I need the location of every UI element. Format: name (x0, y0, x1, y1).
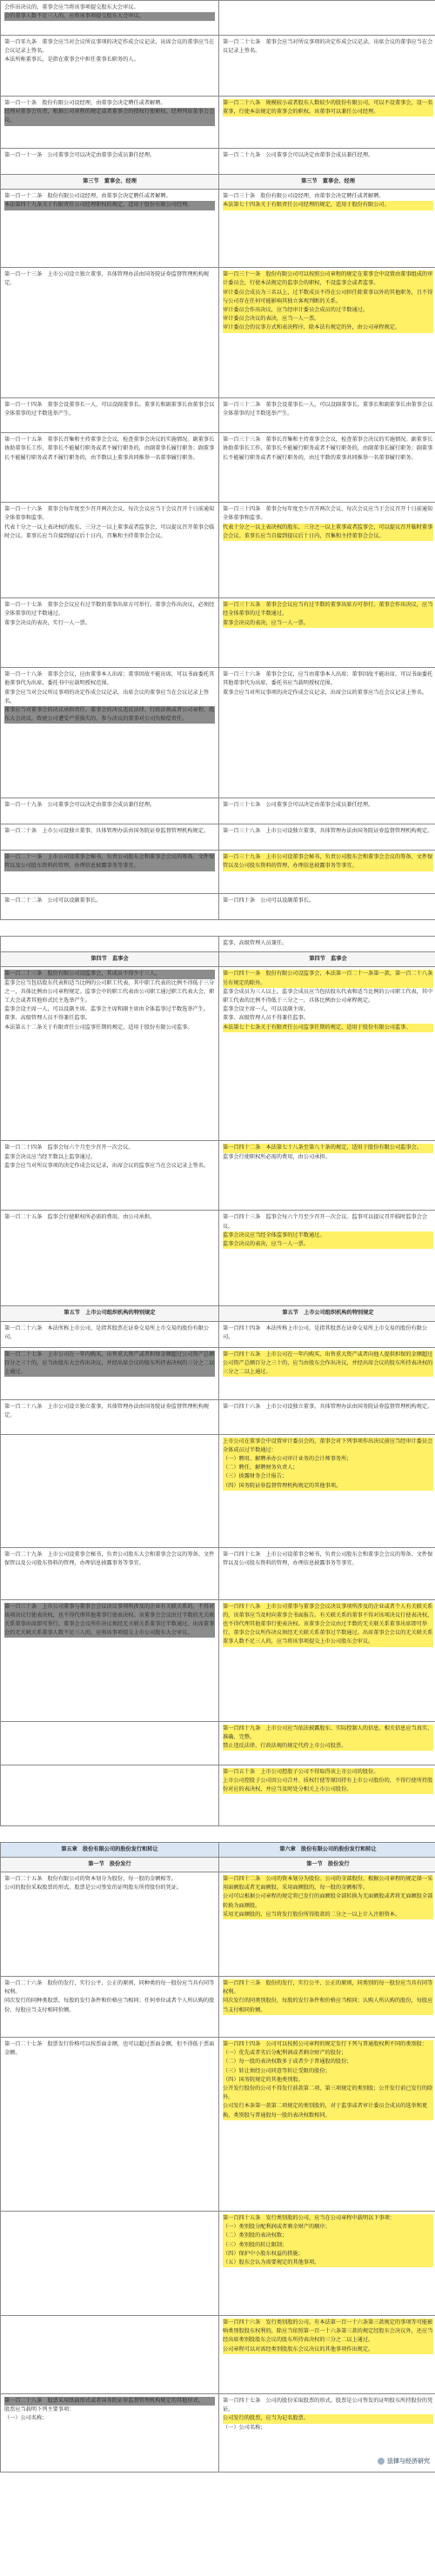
clause-text: 监事、高级管理人员兼任。 (223, 940, 288, 947)
clause-text: 第一百一十八条 董事会会议，应由董事本人出席；董事因故不能出席，可以书面委托其他董事代为出席，委托书中应载明授权范围。 (4, 671, 215, 687)
clause-text: 第一百二十五条 监事会行使职权所必需的费用，由公司承担。 (4, 1214, 156, 1221)
clause-text: （四）国务院规定的其他类别股。 (223, 2076, 433, 2085)
clause-text: 第一百一十二条 股份有限公司设经理，由董事会决定聘任或者解聘。 (4, 193, 171, 200)
clause-text: 经理对董事会负责，根据公司章程的规定或者董事会的授权行使职权。经理列席董事会会议。 (4, 108, 215, 125)
old-law-cell (1, 668, 219, 798)
table-row (1, 503, 435, 598)
clause-text: 公司的股份采取股票的形式。股票是公司签发的证明股东所持股份的凭证。 (4, 1885, 183, 1892)
table-row (1, 97, 435, 149)
clause-text: 第一百三十条 上市公司董事与董事会会议决议事项所涉及的企业有关联关系的，不得对该项决议行使表决权，也不得代理其他董事行使表决权。该董事会会议由过半数的无关联关系董事出席即可举行，董事会会议所作决议须经无关联关系董事过半数通过。出席董事会的无关联关系董事人数不足三人的，应将该事项提交上市公司股东大会审议。 (4, 1603, 215, 1638)
clause-text: 第一百一十四条 董事会设董事长一人，可以设副董事长。董事长和副董事长由董事会以全体董事的过半数选举产生。 (4, 402, 215, 417)
clause-text: （四）保护中小股东权益的措施； (223, 2250, 433, 2259)
clause-text: （二）聘任、解聘财务负责人； (223, 1464, 433, 1472)
clause-text: 本法所称董事长，是指在董事会中担任董事长职务的人。 (4, 57, 139, 63)
clause-text: 会作出决议的，董事会应当将该事项提交股东大会审议。 (4, 4, 139, 10)
clause-text: 第一百四十三条 监事会每六个月至少召开一次会议。监事可以提议召开临时监事会会议。 (223, 1214, 428, 1230)
table-row (1, 1872, 435, 1977)
table-row (1, 1765, 435, 1825)
new-law-cell (219, 1347, 435, 1399)
new-law-cell (219, 1721, 435, 1765)
old-law-cell (1, 503, 219, 598)
clause-text: 监事会应当包括股东代表和适当比例的公司职工代表，其中职工代表的比例不得低于三分之一，具体比例由公司章程规定。监事会中的职工代表由公司职工通过职工代表大会、职工大会或者其他形式民主选举产生。 (4, 979, 215, 1004)
new-law-cell (219, 952, 435, 967)
old-law-cell (1, 937, 219, 952)
new-law-cell (219, 2316, 435, 2394)
new-law-cell (219, 2038, 435, 2212)
clause-text: 第一百四十六条 上市公司设独立董事，具体管理办法由国务院证券监督管理机构规定。 (223, 1403, 433, 1410)
section-heading: 第五节 上市公司组织机构的特别规定 (64, 1310, 156, 1317)
clause-text: 上市公司在董事会中设置审计委员会的，董事会对下列事项作出决议前应当经审计委员会全体成员过半数通过： (223, 1438, 433, 1455)
clause-text: （三）转让须经公司同意等转让受限的股份； (223, 2067, 433, 2076)
old-law-cell (1, 268, 219, 398)
clause-text: （二）类别股的表决权数； (223, 2232, 433, 2240)
clause-text: 第一百四十六条 发行类别股的公司，有本法第一百一十六条第三款规定的事项等可能影响类别股股东权利的，除应当依照第一百一十六条第三款的规定经股东会决议外，还应当经出席类别股股东会议的股东所持表决权的三分之二以上通过。 (223, 2319, 433, 2346)
clause-text: 同次发行的同类别股份，每股的发行条件和价格应当相同；认购人所认购的股份，每股应当支付相同价额。 (223, 1997, 433, 2014)
table-row (1, 1141, 435, 1211)
clause-text: 公司可以根据公司章程的规定将已发行的面额股全部转换为无面额股或者将无面额股全部转换为面额股。 (223, 1892, 433, 1910)
clause-text: 本法第四十九条关于有限责任公司经理职权的规定，适用于股份有限公司经理。 (4, 201, 215, 210)
clause-text: 第一百四十五条 发行类别股的公司，应当在公司章程中载明以下事项： (223, 2214, 433, 2223)
old-law-cell (1, 851, 219, 894)
table-row (1, 268, 435, 398)
new-law-cell (219, 268, 435, 398)
new-law-cell (219, 1211, 435, 1306)
clause-text: 第一百二十七条 董事会应当对所议事项的决定作成会议记录，出席会议的董事应当在会议记录上签名。 (223, 39, 433, 55)
clause-text: 第一百一十九条 公司董事会可以决定由董事会成员兼任经理。 (4, 802, 156, 809)
clause-text: 监事会行使职权所必需的费用，由公司承担。 (223, 1153, 331, 1160)
old-law-cell (1, 894, 219, 920)
table-row (1, 1721, 435, 1765)
clause-text: 第一百二十九条 上市公司设董事会秘书，负责公司股东大会和董事会会议的筹备、文件保管以及公司股东资料的管理，办理信息披露事务等事宜。 (4, 1551, 215, 1566)
old-law-cell (1, 1141, 219, 1211)
new-law-cell (219, 798, 435, 824)
table-row (1, 798, 435, 824)
table-row (1, 1, 435, 36)
table-row (1, 1977, 435, 2038)
clause-text: 第一百五十条 上市公司控股子公司不得取得该上市公司的股份。 (223, 1768, 433, 1777)
clause-text: 本法第七十七条关于有限责任公司监事任期的规定，适用于股份有限公司监事。 (223, 1024, 433, 1032)
section-heading: 第四节 监事会 (309, 956, 347, 963)
new-law-cell (219, 398, 435, 433)
old-law-cell (1, 2212, 219, 2316)
new-law-cell (219, 851, 435, 894)
clause-text: 第一百二十七条 股票发行价格可以按票面金额，也可以超过票面金额，但不得低于票面金额。 (4, 2041, 215, 2057)
clause-text: 审计委员会成员为三名以上，过半数成员不得在公司担任除董事以外的其他职务，且不得与公司存在任何可能影响其独立客观判断的关系。 (223, 289, 433, 306)
table-row (1, 175, 435, 190)
clause-text: 第一百四十八条 上市公司董事与董事会会议决议事项所涉及的企业或者个人有关联关系的，该董事应当及时向董事会书面报告。有关联关系的董事不得对该项决议行使表决权，也不得代理其他董事行使表决权。该董事会会议由过半数的无关联关系董事出席即可举行，董事会会议所作决议须经无关联关系董事过半数通过。出席董事会会议的无关联关系董事人数不足三人的，应当将该事项提交上市公司股东会审议。 (223, 1603, 433, 1647)
clause-text: 监事会设主席一人，可以设副主席。监事会主席和副主席由全体监事过半数选举产生。 (4, 1006, 210, 1013)
clause-text: 董事应当对董事会的决议承担责任。董事会的决议违反法律、行政法规或者公司章程、股东大会决议，致使公司遭受严重损失的，参与决议的董事对公司负赔偿责任。 (4, 706, 215, 724)
clause-text: 第一百四十三条 股份的发行，实行公平、公正的原则，同类别的每一股份应当具有同等权利。 (223, 1979, 433, 1997)
clause-text: 第一百一十三条 上市公司设立独立董事，具体管理办法由国务院证券监督管理机构规定。 (4, 271, 210, 287)
section-heading: 第五章 股份有限公司的股份发行和转让 (61, 1845, 158, 1852)
clause-text: 第一百二十九条 公司董事会可以决定由董事会成员兼任经理。 (223, 152, 374, 158)
table-row (1, 2316, 435, 2394)
clause-text: 第一百三十三条 董事长召集和主持董事会会议，检查董事会决议的实施情况。副董事长协助董事长工作，董事长不能履行职务或者不履行职务的，由副董事长履行职务；副董事长不能履行职务或者不履行职务的，由过半数的董事共同推举一名董事履行职务。 (223, 437, 433, 461)
table-row (1, 433, 435, 503)
wechat-icon (378, 2458, 385, 2465)
old-law-cell (1, 1872, 219, 1977)
table-row (1, 1434, 435, 1547)
new-law-cell (219, 36, 435, 97)
clause-text: 同次发行的同种类股票，每股的发行条件和价格应当相同；任何单位或者个人所认购的股份，每股应当支付相同价额。 (4, 1998, 215, 2013)
old-law-cell (1, 1599, 219, 1721)
old-law-cell (1, 1547, 219, 1599)
new-law-cell (219, 175, 435, 190)
table-row (1, 668, 435, 798)
clause-text: 第一百三十五条 董事会会议应当有过半数的董事出席方可举行。董事会作出决议，应当经全体董事的过半数通过。 (223, 601, 433, 618)
old-law-cell (1, 1977, 219, 2038)
old-law-cell (1, 1, 219, 36)
watermark (378, 2457, 430, 2466)
old-law-cell (1, 1347, 219, 1399)
clause-text: 第一百四十二条 公司的资本划分为股份。公司的全部股份，根据公司章程的规定择一采用面额股或者无面额股。采用面额股的，每一股的金额相等。 (223, 1875, 433, 1892)
table-row (1, 2394, 435, 2473)
clause-text: 审计委员会决议的表决，应当一人一票。 (223, 315, 433, 324)
clause-text: 第一百三十八条 上市公司设独立董事，具体管理办法由国务院证券监督管理机构规定。 (223, 828, 433, 835)
section-heading: 第三节 董事会、经理 (301, 178, 355, 184)
old-law-cell (1, 1211, 219, 1306)
new-law-cell (219, 1434, 435, 1547)
clause-text: （一）聘用、解聘承办公司审计业务的会计师事务所； (223, 1455, 433, 1464)
table-row (1, 2212, 435, 2316)
clause-text: 第一百二十条 上市公司设独立董事，具体管理办法由国务院证券监督管理机构规定。 (4, 828, 210, 835)
clause-text: 监事会应当对所议事项的决定作成会议记录，出席会议的监事应当在会议记录上签名。 (4, 1162, 210, 1169)
clause-text: 监事会决议应当经全体监事的过半数通过。 (223, 1231, 433, 1240)
clause-text: 公司章程可以对需经类别股股东会议决议的其他事项作出规定。 (223, 2346, 433, 2354)
clause-text: 公开发行股份的公司不得发行前款第二项、第三项规定的类别股；公开发行前已发行的除外。 (223, 2085, 433, 2102)
old-law-cell (1, 798, 219, 824)
new-law-cell (219, 824, 435, 851)
clause-text: 第一百四十一条 股份有限公司设监事会，本法第一百二十一条第一款、第一百二十八条另有规定的除外。 (223, 970, 433, 987)
new-law-cell (219, 1765, 435, 1825)
clause-text: 第一百一十五条 董事长召集和主持董事会会议，检查董事会决议的实施情况。副董事长协助董事长工作，董事长不能履行职务或者不履行职务的，由副董事长履行职务；副董事长不能履行职务或者不履行职务的，由半数以上董事共同推举一名董事履行职务。 (4, 437, 215, 461)
clause-text: 审计委员会作出决议，应当经审计委员会成员的过半数通过。 (223, 306, 433, 315)
clause-text: 第一百二十八条 股票采用纸面形式或者国务院证券监督管理机构规定的其他形式。 (4, 2397, 215, 2406)
clause-text: （二）每一股的表决权数多于或者少于普通股的股份； (223, 2058, 433, 2066)
new-law-cell (219, 1141, 435, 1211)
old-law-cell (1, 824, 219, 851)
clause-text: 董事会应当对所议事项的决定作成会议记录，出席会议的董事应当在会议记录上签名。 (223, 689, 428, 696)
old-law-cell (1, 1434, 219, 1547)
table-row (1, 1399, 435, 1434)
clause-text: 代表十分之一以上表决权的股东、三分之一以上董事或者监事会，可以提议召开董事会临时会议。董事长应当自接到提议后十日内，召集和主持董事会会议。 (4, 524, 215, 539)
clause-text: 第一百三十六条 董事会会议，应当由董事本人出席；董事因故不能出席，可以书面委托其他董事代为出席，委托书应当载明授权范围。 (223, 671, 433, 687)
clause-text: 第一百一十一条 公司董事会可以决定由董事会成员兼任经理。 (4, 152, 156, 158)
clause-text: 第一百四十二条 本法第七十八条至第八十条的规定，适用于股份有限公司监事会。 (223, 1144, 433, 1152)
clause-text: 第一百三十四条 董事会每年度至少召开两次会议，每次会议应当于会议召开十日前通知全体董事和监事。 (223, 506, 433, 522)
old-law-cell (1, 433, 219, 503)
clause-text: 本法第五十二条关于有限责任公司监事任期的规定，适用于股份有限公司监事。 (4, 1024, 193, 1031)
table-row (1, 952, 435, 967)
section-heading: 第五节 上市公司组织机构的特别规定 (282, 1310, 374, 1317)
clause-text: （一）公司名称； (4, 2415, 48, 2422)
old-law-cell (1, 1857, 219, 1872)
clause-text: 第一百三十条 股份有限公司设经理，由董事会决定聘任或者解聘。 (223, 193, 385, 200)
new-law-cell (219, 190, 435, 268)
new-law-cell (219, 1857, 435, 1872)
clause-text: 公司发行的股票，应当为记名股票。 (223, 2414, 433, 2423)
table-row (1, 190, 435, 268)
clause-text: 监事会决议应当经半数以上监事通过。 (4, 1153, 97, 1160)
old-law-cell (1, 97, 219, 149)
clause-text: 第一百四十五条 上市公司在一年内购买、出售重大资产或者向他人提供担保的金额超过公司资产总额百分之三十的，应当由股东会作出决议，并经出席会议的股东所持表决权的三分之二以上通过。 (223, 1351, 433, 1378)
new-law-cell (219, 149, 435, 175)
clause-text: 第一百二十八条 规模较小或者股东人数较少的股份有限公司，可以不设董事会，设一名董事，行使本法规定的董事会的职权。该董事可以兼任公司经理。 (223, 99, 433, 117)
clause-text: 第一百四十七条 公司的股份采取股票的形式。股票是公司签发的证明股东所持股份的凭证。 (223, 2398, 433, 2413)
new-law-cell (219, 668, 435, 798)
clause-text: （一）类别股分配利润或者剩余财产的顺序； (223, 2223, 433, 2232)
new-law-cell (219, 1399, 435, 1434)
new-law-cell (219, 503, 435, 598)
clause-text: 股票应当载明下列主要事项： (4, 2406, 75, 2413)
table-row (1, 2038, 435, 2212)
new-law-cell (219, 894, 435, 920)
new-law-cell (219, 433, 435, 503)
old-law-cell (1, 398, 219, 433)
clause-text: 董事会应当对会议所议事项的决定作成会议记录，出席会议的董事应当在会议记录上签名。 (4, 689, 210, 704)
clause-text: （四）国务院证券监督管理机构规定的其他事项。 (223, 1482, 433, 1491)
clause-text: （一）优先或者劣后分配利润或者剩余财产的股份； (223, 2049, 433, 2058)
new-law-cell (219, 937, 435, 952)
clause-text: 第一百四十条 公司可以设副董事长。 (223, 898, 315, 904)
table-row (1, 1842, 435, 1857)
old-law-cell (1, 598, 219, 668)
table-row (1, 937, 435, 952)
clause-text: 监事会成员为三人以上。监事会成员应当包括股东代表和适当比例的公司职工代表，其中职工代表的比例不得低于三分之一，具体比例由公司章程规定。 (223, 988, 433, 1004)
old-law-cell (1, 1399, 219, 1434)
clause-text: （三）披露财务会计报告； (223, 1472, 433, 1481)
old-law-cell (1, 190, 219, 268)
table-row (1, 398, 435, 433)
clause-text: 第一百三十一条 股份有限公司可以按照公司章程的规定在董事会中设置由董事组成的审计委员会，行使本法规定的监事会的职权，不设监事会或者监事。 (223, 270, 433, 288)
table-row (1, 1857, 435, 1872)
new-law-cell (219, 1842, 435, 1857)
old-law-cell (1, 2394, 219, 2473)
clause-text: 第一百三十七条 公司董事会可以决定由董事会成员兼任经理。 (223, 802, 374, 809)
table-row (1, 1321, 435, 1347)
clause-text: 监事会设主席一人，可以设副主席。 (223, 1006, 309, 1013)
table-row (1, 1211, 435, 1306)
clause-text: 第一百四十七条 上市公司设董事会秘书，负责公司股东会和董事会会议的筹备、文件保管以及公司股东资料的管理，办理信息披露事务等事宜。 (223, 1551, 433, 1566)
clause-text: 禁止违反法律、行政法规的规定代持上市公司股票。 (223, 1742, 433, 1751)
new-law-cell (219, 967, 435, 1141)
section-gap (0, 920, 435, 936)
clause-text: （五）股东会认为需要规定的其他事项。 (223, 2259, 433, 2267)
clause-text: 第一百二十六条 股份的发行，实行公平、公正的原则，同种类的每一股份应当具有同等权利。 (4, 1980, 215, 1996)
clause-text: 第一百二十二条 公司可以设副董事长。 (4, 898, 102, 904)
clause-text: 监事会决议的表决，应当一人一票。 (223, 1240, 433, 1249)
new-law-cell (219, 97, 435, 149)
clause-text: 第一百一十六条 董事会每年度至少召开两次会议，每次会议应当于会议召开十日前通知全体董事和监事。 (4, 506, 215, 522)
table-row (1, 1347, 435, 1399)
new-law-cell (219, 1321, 435, 1347)
new-law-cell (219, 1977, 435, 2038)
clause-text: 董事、高级管理人员不得兼任监事。 (223, 1015, 309, 1022)
new-law-cell (219, 598, 435, 668)
clause-text: 上市公司控股子公司因公司合并、质权行使等原因持有上市公司股份的，不得行使所持股份对应的表决权，并应当及时处分相关上市公司股份。 (223, 1777, 433, 1794)
clause-text: 第一百二十四条 监事会每六个月至少召开一次会议。 (4, 1145, 134, 1151)
table-row (1, 598, 435, 668)
clause-text: 第一百四十四条 本法所称上市公司，是指其股票在证券交易所上市交易的股份有限公司。 (223, 1325, 428, 1340)
clause-text: 第一百一十七条 董事会会议应有过半数的董事出席方可举行。董事会作出决议，必须经全体董事的过半数通过。 (4, 602, 215, 617)
clause-text: 第一百四十四条 公司可以按照公司章程的规定发行下列与普通股权利不同的类别股： (223, 2040, 433, 2049)
old-law-cell (1, 175, 219, 190)
old-law-cell (1, 1842, 219, 1857)
old-law-cell (1, 1321, 219, 1347)
new-law-cell (219, 1599, 435, 1721)
old-law-cell (1, 36, 219, 97)
table-row (1, 36, 435, 97)
comparison-table-1 (0, 0, 435, 920)
table-row (1, 1547, 435, 1599)
clause-text: 董事会决议的表决，实行一人一票。 (4, 619, 90, 626)
old-law-cell (1, 1765, 219, 1825)
section-heading: 第四节 监事会 (90, 956, 129, 963)
comparison-table-3 (0, 1842, 435, 2473)
clause-text: 董事、高级管理人员不得兼任监事。 (4, 1015, 90, 1022)
section-heading: 第三节 董事会、经理 (83, 178, 137, 184)
clause-text: 第一百零九条 董事会应当对会议所议事项的决定作成会议记录，出席会议的董事应当在会议记录上签名。 (4, 39, 215, 55)
old-law-cell (1, 2038, 219, 2212)
clause-text: （一）公司名称； (223, 2424, 266, 2431)
new-law-cell (219, 1872, 435, 1977)
table-row (1, 1599, 435, 1721)
comparison-table-2 (0, 936, 435, 1825)
clause-text: 本法第七十四条关于有限责任公司经理的规定，适用于股份有限公司。 (223, 201, 433, 210)
new-law-cell (219, 1306, 435, 1321)
old-law-cell (1, 1721, 219, 1765)
clause-text: 第一百四十九条 上市公司应当依法披露股东、实际控制人的信息，相关信息应当真实、准确、完整。 (223, 1725, 433, 1742)
clause-text: 第一百三十二条 董事会设董事长一人，可以设副董事长。董事长和副董事长由董事会以全体董事的过半数选举产生。 (223, 402, 433, 417)
section-gap (0, 1826, 435, 1842)
clause-text: 第一百二十八条 上市公司设立独立董事，具体管理办法由国务院证券监督管理机构规定。 (4, 1403, 210, 1418)
clause-text: 董事会决议的表决，应当一人一票。 (223, 619, 433, 628)
clause-text: 会的董事人数不足三人的，应将该事项提交股东大会审议。 (4, 12, 215, 21)
clause-text: 第一百一十条 股份有限公司设经理，由董事会决定聘任或者解聘。 (4, 100, 166, 106)
new-law-cell (219, 2212, 435, 2316)
clause-text: 代表十分之一以上表决权的股东、三分之一以上董事或者监事会，可以提议召开临时董事会会议。董事长应当自接到提议后十日内，召集和主持董事会会议。 (223, 524, 433, 541)
clause-text: （三）类别股的转让限制； (223, 2241, 433, 2250)
table-row (1, 824, 435, 851)
clause-text: 第一百二十六条 本法所称上市公司，是指其股票在证券交易所上市交易的股份有限公司。 (4, 1325, 210, 1340)
clause-text: 审计委员会的议事方式和表决程序，除本法有规定的外，由公司章程规定。 (223, 324, 433, 332)
table-row (1, 1306, 435, 1321)
clause-text: 第一百三十九条 上市公司设董事会秘书，负责公司股东会和董事会会议的筹备、文件保管以及公司股东资料的管理，办理信息披露事务等事宜。 (223, 853, 433, 871)
old-law-cell (1, 149, 219, 175)
section-heading: 第一节 股份发行 (88, 1860, 131, 1867)
section-heading: 第一节 股份发行 (306, 1860, 350, 1867)
old-law-cell (1, 967, 219, 1141)
old-law-cell (1, 2316, 219, 2394)
watermark-text: 法律与经济研究 (387, 2458, 430, 2466)
old-law-cell (1, 1306, 219, 1321)
table-row (1, 149, 435, 175)
table-row (1, 967, 435, 1141)
clause-text: 第一百二十一条 上市公司设董事会秘书，负责公司股东会和董事会会议的筹备、文件保管以及公司股东资料的管理，办理信息披露事务等事宜。 (4, 853, 215, 871)
table-row (1, 851, 435, 894)
section-heading: 第六章 股份有限公司的股份发行和转让 (279, 1845, 377, 1852)
clause-text: 公司发行本条第一款第二项规定的类别股的，对于监事或者审计委员会成员的选举和更换，类别股与普通股每一股的表决权数相同。 (223, 2102, 433, 2119)
clause-text: 采用无面额股的，应当将发行股份所得股款的二分之一以上计入注册资本。 (223, 1911, 433, 1919)
old-law-cell (1, 952, 219, 967)
new-law-cell (219, 1, 435, 36)
clause-text: 第一百二十五条 股份有限公司的资本划分为股份，每一股的金额相等。 (4, 1876, 177, 1883)
clause-text: 第一百二十三条 股份有限公司设监事会，其成员不得少于三人。 (4, 970, 215, 978)
table-row (1, 894, 435, 920)
clause-text: 第一百二十七条 上市公司在一年内购买、出售重大资产或者担保金额超过公司资产总额百分之三十的，应当由股东大会作出决议，并经出席会议的股东所持表决权的三分之二以上通过。 (4, 1351, 215, 1378)
new-law-cell (219, 1547, 435, 1599)
